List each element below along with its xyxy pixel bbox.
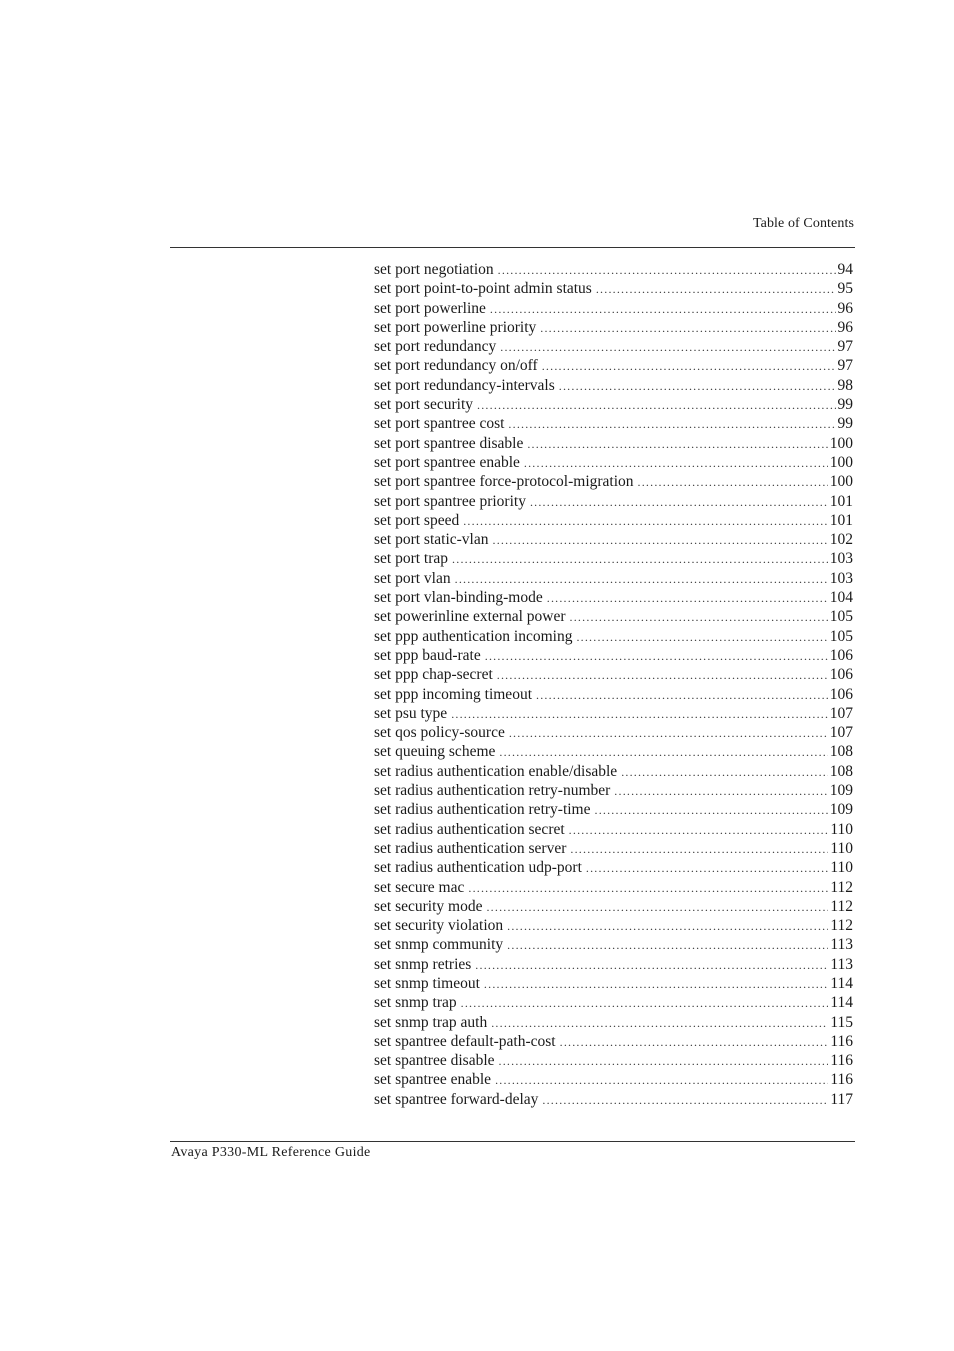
toc-dot-leader <box>570 608 828 627</box>
toc-dot-leader <box>461 994 829 1013</box>
toc-dot-leader <box>507 936 828 955</box>
toc-entry[interactable] <box>374 453 853 472</box>
toc-entry-title: set radius authentication udp-port <box>374 859 582 877</box>
toc-entry-page-number: 107 <box>829 704 853 722</box>
toc-entry-page-number: 100 <box>829 473 853 491</box>
toc-entry[interactable] <box>374 955 853 974</box>
toc-dot-leader <box>452 550 828 569</box>
toc-dot-leader <box>477 396 835 415</box>
toc-entry[interactable] <box>374 376 853 395</box>
toc-entry[interactable] <box>374 762 853 781</box>
toc-entry-title: set snmp trap <box>374 994 457 1012</box>
toc-entry-page-number: 116 <box>830 1071 853 1089</box>
toc-entry-page-number: 112 <box>830 878 853 896</box>
toc-entry-page-number: 106 <box>829 685 853 703</box>
toc-entry-title: set port point-to-point admin status <box>374 280 592 298</box>
toc-entry[interactable] <box>374 781 853 800</box>
toc-dot-leader <box>542 1091 828 1110</box>
toc-dot-leader <box>560 1033 829 1052</box>
toc-entry-page-number: 105 <box>829 608 853 626</box>
toc-entry-page-number: 94 <box>837 261 853 278</box>
toc-entry[interactable] <box>374 395 853 414</box>
toc-entry-page-number: 96 <box>837 318 853 336</box>
toc-entry-title: set port spantree cost <box>374 415 505 433</box>
toc-entry[interactable] <box>374 549 853 568</box>
toc-entry[interactable] <box>374 935 853 954</box>
toc-entry-title: set port redundancy-intervals <box>374 376 555 394</box>
toc-entry-page-number: 112 <box>830 917 853 935</box>
toc-entry-title: set radius authentication retry-time <box>374 801 591 819</box>
toc-entry[interactable] <box>374 318 853 337</box>
toc-entry[interactable] <box>374 530 853 549</box>
toc-entry-title: set port spantree disable <box>374 434 524 452</box>
toc-entry[interactable] <box>374 839 853 858</box>
toc-entry-page-number: 100 <box>829 453 853 471</box>
toc-dot-leader <box>507 917 828 936</box>
toc-entry-title: set snmp retries <box>374 955 472 973</box>
toc-entry[interactable] <box>374 1090 853 1109</box>
toc-entry-page-number: 99 <box>837 415 853 433</box>
toc-dot-leader <box>475 956 828 975</box>
toc-entry[interactable] <box>374 820 853 839</box>
toc-entry[interactable] <box>374 414 853 433</box>
header-rule <box>170 247 855 248</box>
toc-entry-title: set radius authentication server <box>374 839 567 857</box>
toc-entry-page-number: 96 <box>837 299 853 317</box>
toc-entry-page-number: 117 <box>830 1090 853 1108</box>
toc-entry-page-number: 109 <box>829 782 853 800</box>
toc-entry-title: set spantree default-path-cost <box>374 1032 556 1050</box>
toc-entry-page-number: 115 <box>830 1013 853 1031</box>
toc-entry-page-number: 97 <box>837 338 853 356</box>
toc-entry-page-number: 110 <box>830 820 853 838</box>
toc-entry-page-number: 110 <box>830 839 853 857</box>
toc-entry-page-number: 97 <box>837 357 853 375</box>
toc-entry-title: set ppp chap-secret <box>374 666 493 684</box>
toc-entry[interactable] <box>374 1070 853 1089</box>
toc-entry-title: set port powerline <box>374 299 486 317</box>
toc-entry-title: set radius authentication secret <box>374 820 565 838</box>
toc-dot-leader <box>614 782 827 801</box>
toc-entry-title: set port static-vlan <box>374 531 489 549</box>
toc-dot-leader <box>569 821 829 840</box>
toc-dot-leader <box>499 743 827 762</box>
toc-entry[interactable] <box>374 569 853 588</box>
toc-entry-title: set port spantree enable <box>374 453 520 471</box>
toc-entry[interactable] <box>374 1032 853 1051</box>
toc-entry-title: set qos policy-source <box>374 724 505 742</box>
toc-entry[interactable] <box>374 916 853 935</box>
toc-entry-title: set port spantree priority <box>374 492 526 510</box>
toc-entry[interactable] <box>374 974 853 993</box>
toc-dot-leader <box>595 801 828 820</box>
toc-entry-title: set security mode <box>374 897 483 915</box>
toc-dot-leader <box>509 724 828 743</box>
toc-dot-leader <box>451 705 828 724</box>
toc-entry-title: set secure mac <box>374 878 465 896</box>
toc-entry-page-number: 104 <box>829 589 853 607</box>
toc-entry[interactable] <box>374 356 853 375</box>
toc-dot-leader <box>484 975 828 994</box>
toc-entry-title: set ppp incoming timeout <box>374 685 532 703</box>
toc-entry-page-number: 106 <box>829 666 853 684</box>
toc-entry-title: set port spantree force-protocol-migration <box>374 473 634 491</box>
toc-entry[interactable] <box>374 434 853 453</box>
toc-entry[interactable] <box>374 897 853 916</box>
toc-entry-page-number: 109 <box>829 801 853 819</box>
toc-entry[interactable] <box>374 472 853 491</box>
toc-dot-leader <box>530 493 828 512</box>
toc-entry-title: set port powerline priority <box>374 318 537 336</box>
toc-dot-leader <box>485 647 828 666</box>
running-header: Table of Contents <box>752 216 854 231</box>
toc-entry-page-number: 101 <box>829 492 853 510</box>
toc-entry-title: set port trap <box>374 550 449 568</box>
toc-entry-page-number: 101 <box>829 511 853 529</box>
toc-dot-leader <box>536 686 828 705</box>
toc-dot-leader <box>468 879 828 898</box>
toc-entry-title: set port vlan-binding-mode <box>374 589 543 607</box>
toc-entry-title: set psu type <box>374 704 448 722</box>
toc-entry[interactable] <box>374 627 853 646</box>
toc-dot-leader <box>493 531 828 550</box>
toc-entry[interactable] <box>374 704 853 723</box>
toc-entry[interactable] <box>374 858 853 877</box>
toc-entry[interactable] <box>374 993 853 1012</box>
toc-dot-leader <box>576 628 827 647</box>
toc-entry-page-number: 95 <box>837 280 853 298</box>
toc-entry-page-number: 108 <box>829 743 853 761</box>
toc-entry[interactable] <box>374 1051 853 1070</box>
toc-entry[interactable] <box>374 337 853 356</box>
toc-dot-leader <box>621 763 828 782</box>
toc-entry-page-number: 114 <box>830 994 853 1012</box>
toc-dot-leader <box>500 338 835 357</box>
toc-dot-leader <box>498 261 836 280</box>
toc-dot-leader <box>570 840 828 859</box>
toc-entry-title: set port redundancy on/off <box>374 357 538 375</box>
footer-rule <box>170 1141 855 1142</box>
toc-dot-leader <box>490 300 836 319</box>
toc-entry-page-number: 105 <box>829 627 853 645</box>
toc-dot-leader <box>455 570 828 589</box>
toc-entry[interactable] <box>374 665 853 684</box>
toc-dot-leader <box>499 1052 829 1071</box>
toc-entry[interactable] <box>374 279 853 298</box>
toc-dot-leader <box>547 589 828 608</box>
running-footer: Avaya P330-ML Reference Guide <box>171 1145 371 1160</box>
toc-dot-leader <box>586 859 828 878</box>
toc-entry[interactable] <box>374 1013 853 1032</box>
toc-entry-page-number: 103 <box>829 550 853 568</box>
toc-entry-page-number: 100 <box>829 434 853 452</box>
toc-dot-leader <box>508 415 835 434</box>
toc-dot-leader <box>527 435 827 454</box>
toc-entry[interactable] <box>374 607 853 626</box>
toc-entry[interactable] <box>374 723 853 742</box>
toc-entry[interactable] <box>374 742 853 761</box>
toc-dot-leader <box>540 319 835 338</box>
toc-entry-title: set spantree enable <box>374 1071 492 1089</box>
toc-dot-leader <box>486 898 828 917</box>
toc-entry-title: set port security <box>374 396 474 414</box>
toc-entry-page-number: 102 <box>829 531 853 549</box>
toc-entry-page-number: 108 <box>829 762 853 780</box>
toc-entry[interactable] <box>374 511 853 530</box>
toc-dot-leader <box>491 1014 828 1033</box>
toc-entry-title: set queuing scheme <box>374 743 496 761</box>
toc-entry[interactable] <box>374 685 853 704</box>
toc-entry-title: set powerinline external power <box>374 608 566 626</box>
toc-entry[interactable] <box>374 492 853 511</box>
toc-entry-title: set spantree disable <box>374 1052 495 1070</box>
toc-entry-title: set radius authentication enable/disable <box>374 762 618 780</box>
toc-entry-title: set snmp trap auth <box>374 1013 488 1031</box>
toc-entry-page-number: 114 <box>830 974 853 992</box>
toc-entry-title: set port speed <box>374 511 460 529</box>
toc-dot-leader <box>559 377 836 396</box>
table-of-contents <box>374 260 853 1109</box>
toc-entry-title: set port negotiation <box>374 261 494 278</box>
toc-entry-page-number: 107 <box>829 724 853 742</box>
toc-entry-title: set ppp baud-rate <box>374 646 481 664</box>
toc-entry-page-number: 112 <box>830 897 853 915</box>
toc-entry-page-number: 106 <box>829 646 853 664</box>
toc-entry-page-number: 110 <box>830 859 853 877</box>
toc-entry[interactable] <box>374 299 853 318</box>
toc-dot-leader <box>524 454 828 473</box>
toc-entry-title: set spantree forward-delay <box>374 1090 539 1108</box>
toc-entry[interactable] <box>374 646 853 665</box>
toc-dot-leader <box>495 1071 828 1090</box>
toc-entry-title: set snmp timeout <box>374 974 480 992</box>
toc-dot-leader <box>542 357 836 376</box>
toc-entry[interactable] <box>374 800 853 819</box>
toc-entry[interactable] <box>374 878 853 897</box>
toc-entry-title: set snmp community <box>374 936 504 954</box>
toc-entry-title: set port redundancy <box>374 338 497 356</box>
toc-dot-leader <box>596 280 836 299</box>
toc-entry-page-number: 113 <box>830 955 853 973</box>
toc-entry-title: set ppp authentication incoming <box>374 627 573 645</box>
toc-dot-leader <box>497 666 828 685</box>
toc-entry[interactable] <box>374 588 853 607</box>
toc-entry[interactable] <box>374 260 853 279</box>
toc-entry-title: set radius authentication retry-number <box>374 782 611 800</box>
toc-entry-page-number: 103 <box>829 569 853 587</box>
toc-entry-page-number: 98 <box>837 376 853 394</box>
toc-entry-title: set security violation <box>374 917 504 935</box>
toc-entry-page-number: 99 <box>837 396 853 414</box>
toc-entry-page-number: 113 <box>830 936 853 954</box>
toc-dot-leader <box>463 512 828 531</box>
toc-entry-page-number: 116 <box>830 1052 853 1070</box>
toc-entry-title: set port vlan <box>374 569 451 587</box>
toc-dot-leader <box>638 473 828 492</box>
toc-entry-page-number: 116 <box>830 1032 853 1050</box>
